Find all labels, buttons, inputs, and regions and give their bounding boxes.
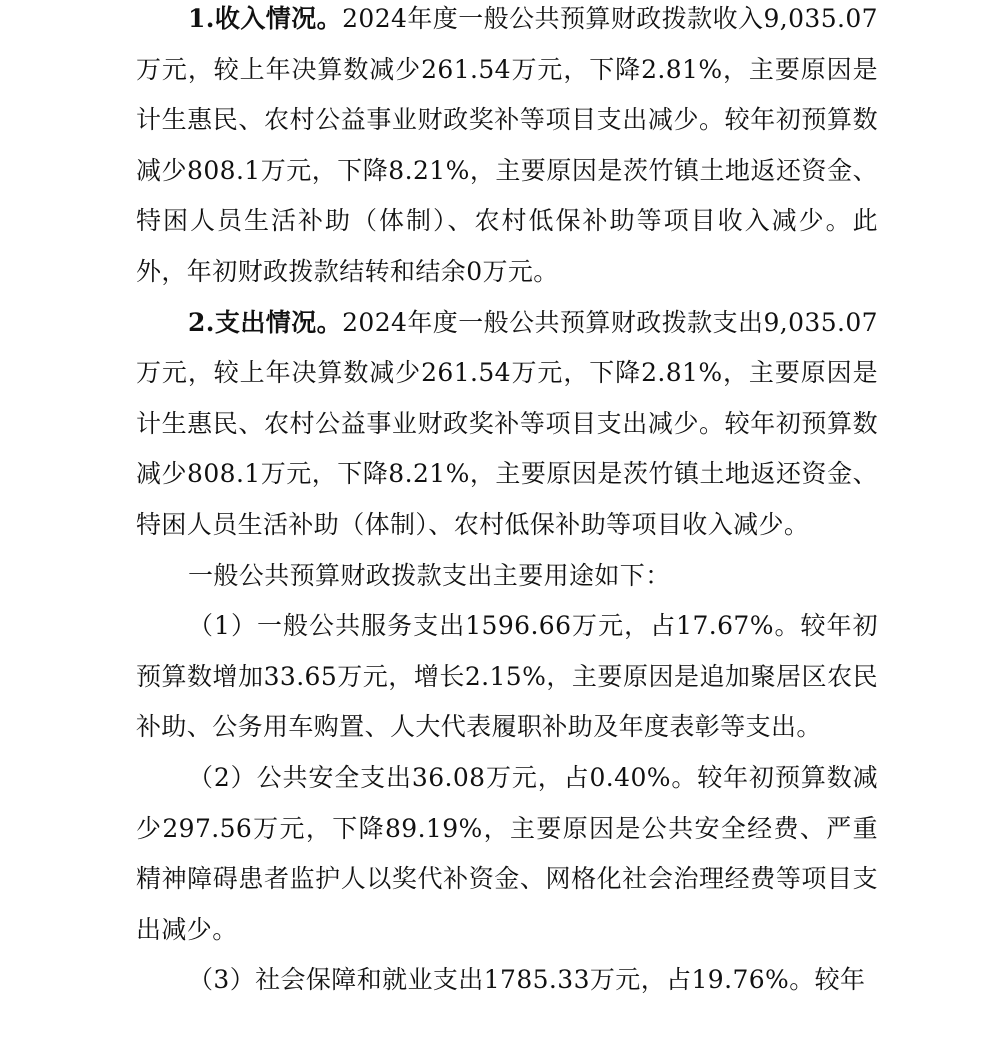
paragraph-item-3 (136, 955, 878, 1006)
paragraph-text: 2024年度一般公共预算财政拨款支出9,035.07万元，较上年决算数减少261.54万元，下降2.81%，主要原因是计生惠民、农村公益事业财政奖补等项目支出减少。较年初预算数减少808.1万元，下降8.21%，主要原因是茨竹镇土地返还资金、特困人员生活补助（体制）、农村低保补助等项目收入减少。 (136, 307, 878, 539)
document-page (136, 0, 878, 1006)
paragraph-usage-intro (136, 551, 878, 602)
paragraph-income (136, 0, 878, 298)
paragraph-expenditure (136, 298, 878, 551)
paragraph-heading: 2.支出情况。 (188, 307, 343, 337)
paragraph-text: （2）公共安全支出36.08万元，占0.40%。较年初预算数减少297.56万元，下降89.19%，主要原因是公共安全经费、严重精神障碍患者监护人以奖代补资金、网格化社会治理经费等项目支出减少。 (136, 762, 878, 944)
paragraph-text: 一般公共预算财政拨款支出主要用途如下： (188, 560, 671, 590)
paragraph-item-1 (136, 601, 878, 753)
paragraph-text: （1）一般公共服务支出1596.66万元，占17.67%。较年初预算数增加33.65万元，增长2.15%，主要原因是追加聚居区农民补助、公务用车购置、人大代表履职补助及年度表彰等支出。 (136, 611, 878, 742)
paragraph-item-2 (136, 753, 878, 955)
paragraph-text: 2024年度一般公共预算财政拨款收入9,035.07万元，较上年决算数减少261.54万元，下降2.81%，主要原因是计生惠民、农村公益事业财政奖补等项目支出减少。较年初预算数减少808.1万元，下降8.21%，主要原因是茨竹镇土地返还资金、特困人员生活补助（体制）、农村低保补助等项目收入减少。此外，年初财政拨款结转和结余0万元。 (136, 4, 878, 286)
paragraph-heading: 1.收入情况。 (188, 4, 343, 33)
paragraph-text: （3）社会保障和就业支出1785.33万元，占19.76%。较年 (188, 965, 866, 995)
